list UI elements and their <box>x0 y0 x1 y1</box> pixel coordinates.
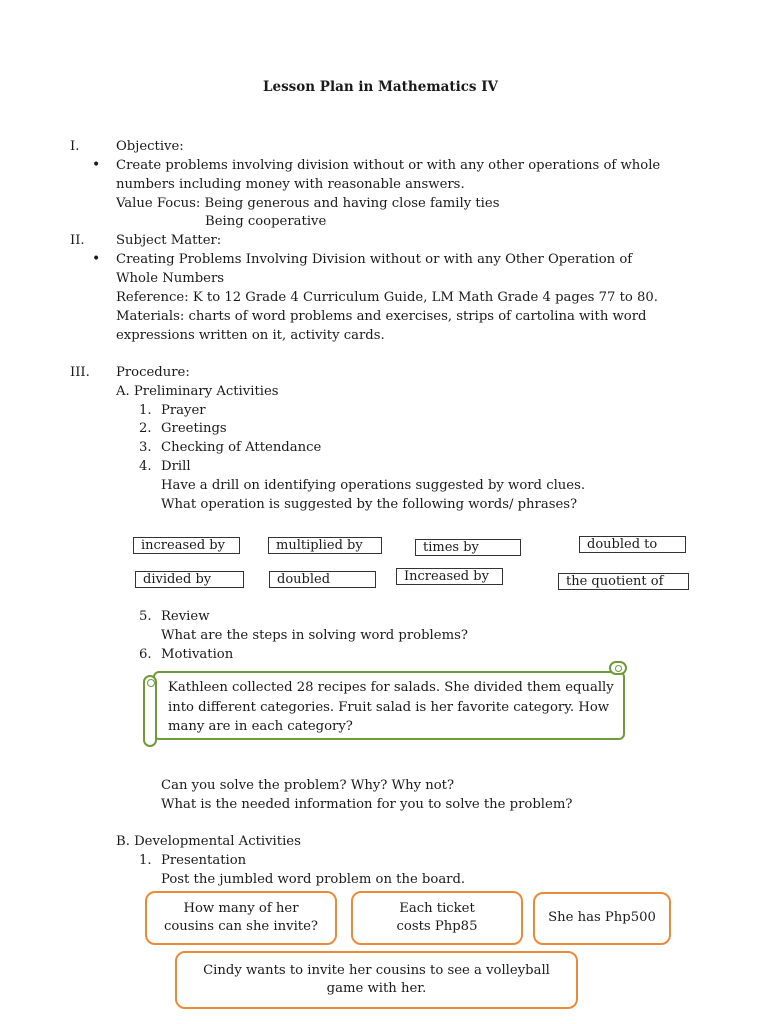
item-number: 4. <box>139 459 152 474</box>
word-box: multiplied by <box>268 537 382 554</box>
drill-instruction-1: Have a drill on identifying operations suggested by word clues. <box>161 478 586 493</box>
review-question: What are the steps in solving word problems? <box>161 628 468 643</box>
item-greetings: Greetings <box>161 421 227 436</box>
item-drill: Drill <box>161 459 191 474</box>
item-number: 3. <box>139 440 152 455</box>
word-box: doubled to <box>579 536 686 553</box>
section-3-number: III. <box>70 365 90 380</box>
item-presentation: Presentation <box>161 853 247 868</box>
motivation-problem: Kathleen collected 28 recipes for salads. She divided them equally into different categories. Fruit salad is her favorite category. How many are in each category? <box>168 680 614 734</box>
word-box: the quotient of <box>558 573 689 590</box>
value-focus-2: Being cooperative <box>205 214 327 229</box>
word-box: Increased by <box>396 568 503 585</box>
part-b-heading: B. Developmental Activities <box>116 834 301 849</box>
reference-line: Reference: K to 12 Grade 4 Curriculum Guide, LM Math Grade 4 pages 77 to 80. <box>116 290 658 305</box>
item-prayer: Prayer <box>161 403 206 418</box>
materials-line-2: expressions written on it, activity cards. <box>116 328 385 343</box>
section-2-number: II. <box>70 233 85 248</box>
section-1-number: I. <box>70 139 80 154</box>
question-2: What is the needed information for you to solve the problem? <box>161 797 573 812</box>
item-review: Review <box>161 609 210 624</box>
objective-line-1: Create problems involving division without or with any other operations of whole <box>116 158 661 173</box>
item-number: 1. <box>139 403 152 418</box>
word-box: divided by <box>135 571 244 588</box>
section-2-heading: Subject Matter: <box>116 233 222 248</box>
bullet-icon: • <box>92 157 101 173</box>
word-box: times by <box>415 539 521 556</box>
scroll-roll-icon <box>609 661 627 675</box>
bullet-icon: • <box>92 251 101 267</box>
item-number: 2. <box>139 421 152 436</box>
subject-line-1: Creating Problems Involving Division without or with any Other Operation of <box>116 252 633 267</box>
objective-line-2: numbers including money with reasonable answers. <box>116 177 465 192</box>
word-box: doubled <box>269 571 376 588</box>
page-title: Lesson Plan in Mathematics IV <box>263 79 499 95</box>
item-attendance: Checking of Attendance <box>161 440 322 455</box>
drill-instruction-2: What operation is suggested by the following words/ phrases? <box>161 497 578 512</box>
word-problem-card: Each ticket costs Php85 <box>351 891 523 945</box>
item-number: 1. <box>139 853 152 868</box>
part-a-heading: A. Preliminary Activities <box>116 384 279 399</box>
scroll-roll-icon <box>143 675 157 747</box>
word-box: increased by <box>133 537 240 554</box>
subject-line-2: Whole Numbers <box>116 271 225 286</box>
item-number: 6. <box>139 647 152 662</box>
section-3-heading: Procedure: <box>116 365 190 380</box>
word-problem-card: She has Php500 <box>533 892 671 945</box>
question-1: Can you solve the problem? Why? Why not? <box>161 778 455 793</box>
section-1-heading: Objective: <box>116 139 184 154</box>
word-problem-card: How many of her cousins can she invite? <box>145 891 337 945</box>
value-focus-1: Value Focus: Being generous and having close family ties <box>116 196 500 211</box>
word-problem-card: Cindy wants to invite her cousins to see a volleyball game with her. <box>175 951 578 1009</box>
item-number: 5. <box>139 609 152 624</box>
presentation-text: Post the jumbled word problem on the board. <box>161 872 466 887</box>
materials-line-1: Materials: charts of word problems and exercises, strips of cartolina with word <box>116 309 647 324</box>
item-motivation: Motivation <box>161 647 234 662</box>
